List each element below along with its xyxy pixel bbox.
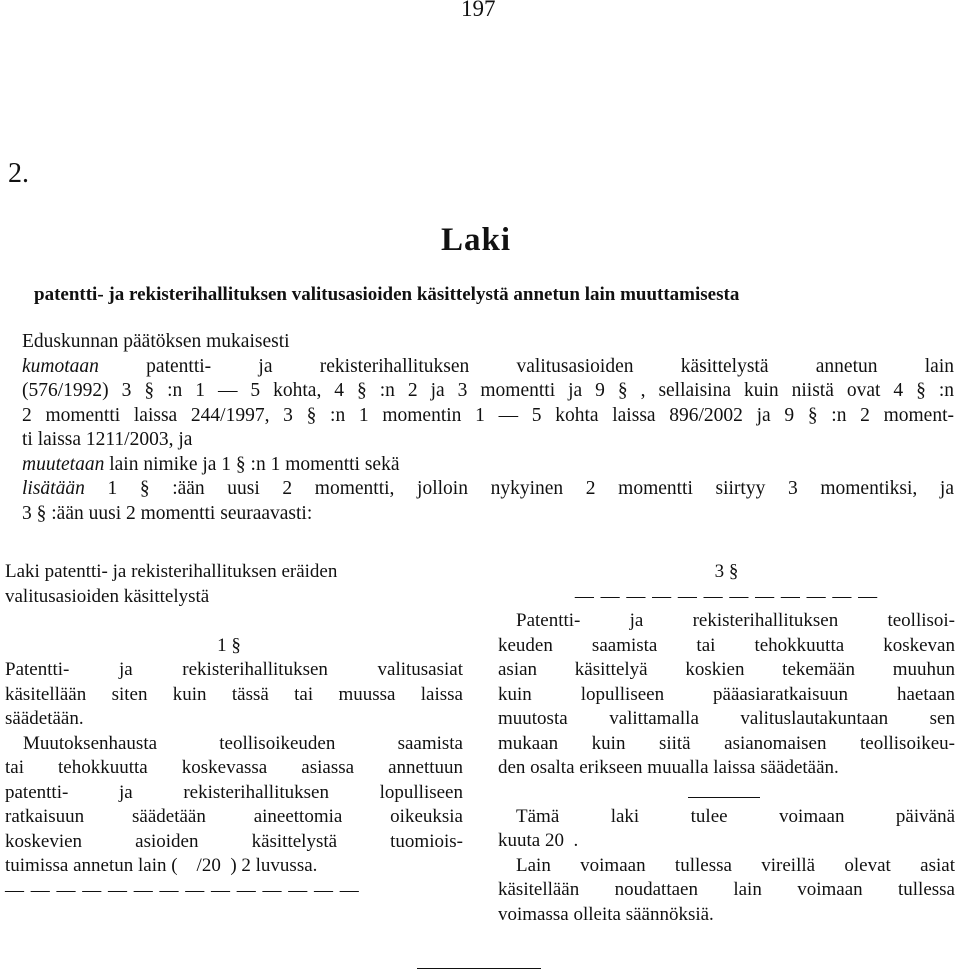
dash-separator: — — — — — — — — — — — — — — (5, 879, 360, 901)
entry-into-force-line: Tämä laki tulee voimaan päivänä (516, 805, 955, 827)
left-heading: valitusasioiden käsittelystä (5, 585, 210, 607)
page-number: 197 (461, 0, 496, 21)
right-line: den osalta erikseen muualla laissa säädetään. (498, 757, 839, 778)
left-line: ratkaisuun säädetään aineettomia oikeuksia (5, 806, 463, 827)
law-subtitle: patentti- ja rekisterihallituksen valitusasioiden käsittelystä annetun lain muuttamisesta (34, 284, 740, 305)
section-1-label: 1 § (217, 634, 241, 656)
muutetaan-word: muutetaan (22, 453, 105, 475)
section-3-label: 3 § (714, 561, 739, 582)
section-number: 2. (8, 158, 29, 189)
left-column (5, 560, 463, 903)
preamble-text: lain nimike ja 1 § :n 1 momentti sekä (104, 453, 400, 475)
right-line: kuin lopulliseen pääasiaratkaisuun haetaan (498, 683, 955, 705)
preamble-line: (576/1992) 3 § :n 1 — 5 kohta, 4 § :n 2 ja 3 momentti ja 9 § , sellaisina kuin niistä ovat 4 § :n (22, 380, 954, 401)
preamble-line: ti laissa 1211/2003, ja (22, 429, 193, 450)
right-line: asian käsittelyä koskien tekemään muuhun (498, 659, 955, 680)
left-heading: Laki patentti- ja rekisterihallituksen eräiden (5, 561, 338, 582)
end-rule (417, 968, 541, 969)
left-line: käsitellään siten kuin tässä tai muussa laissa (5, 683, 463, 705)
preamble-text: patentti- ja rekisterihallituksen valitusasioiden käsittelystä annetun lain (98, 355, 954, 377)
kumotaan-word: kumotaan (22, 355, 99, 377)
right-line: Lain voimaan tullessa vireillä olevat asiat (516, 854, 955, 876)
preamble-line (22, 453, 954, 478)
preamble (22, 330, 954, 526)
preamble-line: Eduskunnan päätöksen mukaisesti (22, 331, 290, 352)
short-rule (688, 797, 760, 798)
preamble-line: 2 momentti laissa 244/1997, 3 § :n 1 momentin 1 — 5 kohta laissa 896/2002 ja 9 § :n 2 moment- (22, 404, 954, 426)
preamble-line: 3 § :ään uusi 2 momentti seuraavasti: (22, 502, 313, 524)
right-line: keuden saamista tai tehokkuutta koskevan (498, 634, 955, 656)
right-line: mukaan kuin siitä asianomaisen teollisoikeu- (498, 732, 955, 754)
left-line: Patentti- ja rekisterihallituksen valitusasiat (5, 659, 463, 680)
right-line: muutosta valittamalla valituslautakuntaan sen (498, 708, 955, 729)
right-line: käsitellään noudattaen lain voimaan tullessa (498, 879, 955, 900)
dash-separator: — — — — — — — — — — — — (574, 585, 879, 607)
lisataan-word: lisätään (22, 478, 85, 499)
left-line: tuimissa annetun lain ( /20 ) 2 luvussa. (5, 855, 318, 876)
right-line: Patentti- ja rekisterihallituksen teollisoi- (516, 610, 955, 631)
right-line: voimassa olleita säännöksiä. (498, 903, 714, 925)
preamble-line (22, 355, 954, 380)
left-line: säädetään. (5, 708, 84, 729)
law-title: Laki (441, 222, 512, 258)
right-column (498, 560, 955, 927)
entry-into-force-line: kuuta 20 . (498, 830, 579, 851)
left-line: patentti- ja rekisterihallituksen lopulliseen (5, 781, 463, 803)
left-line: tai tehokkuutta koskevassa asiassa annettuun (5, 757, 463, 778)
left-line: Muutoksenhausta teollisoikeuden saamista (23, 732, 463, 754)
preamble-line (22, 477, 954, 502)
preamble-text: 1 § :ään uusi 2 momentti, jolloin nykyinen 2 momentti siirtyy 3 momentiksi, ja (84, 478, 954, 499)
left-line: koskevien asioiden käsittelystä tuomiois- (5, 830, 463, 852)
